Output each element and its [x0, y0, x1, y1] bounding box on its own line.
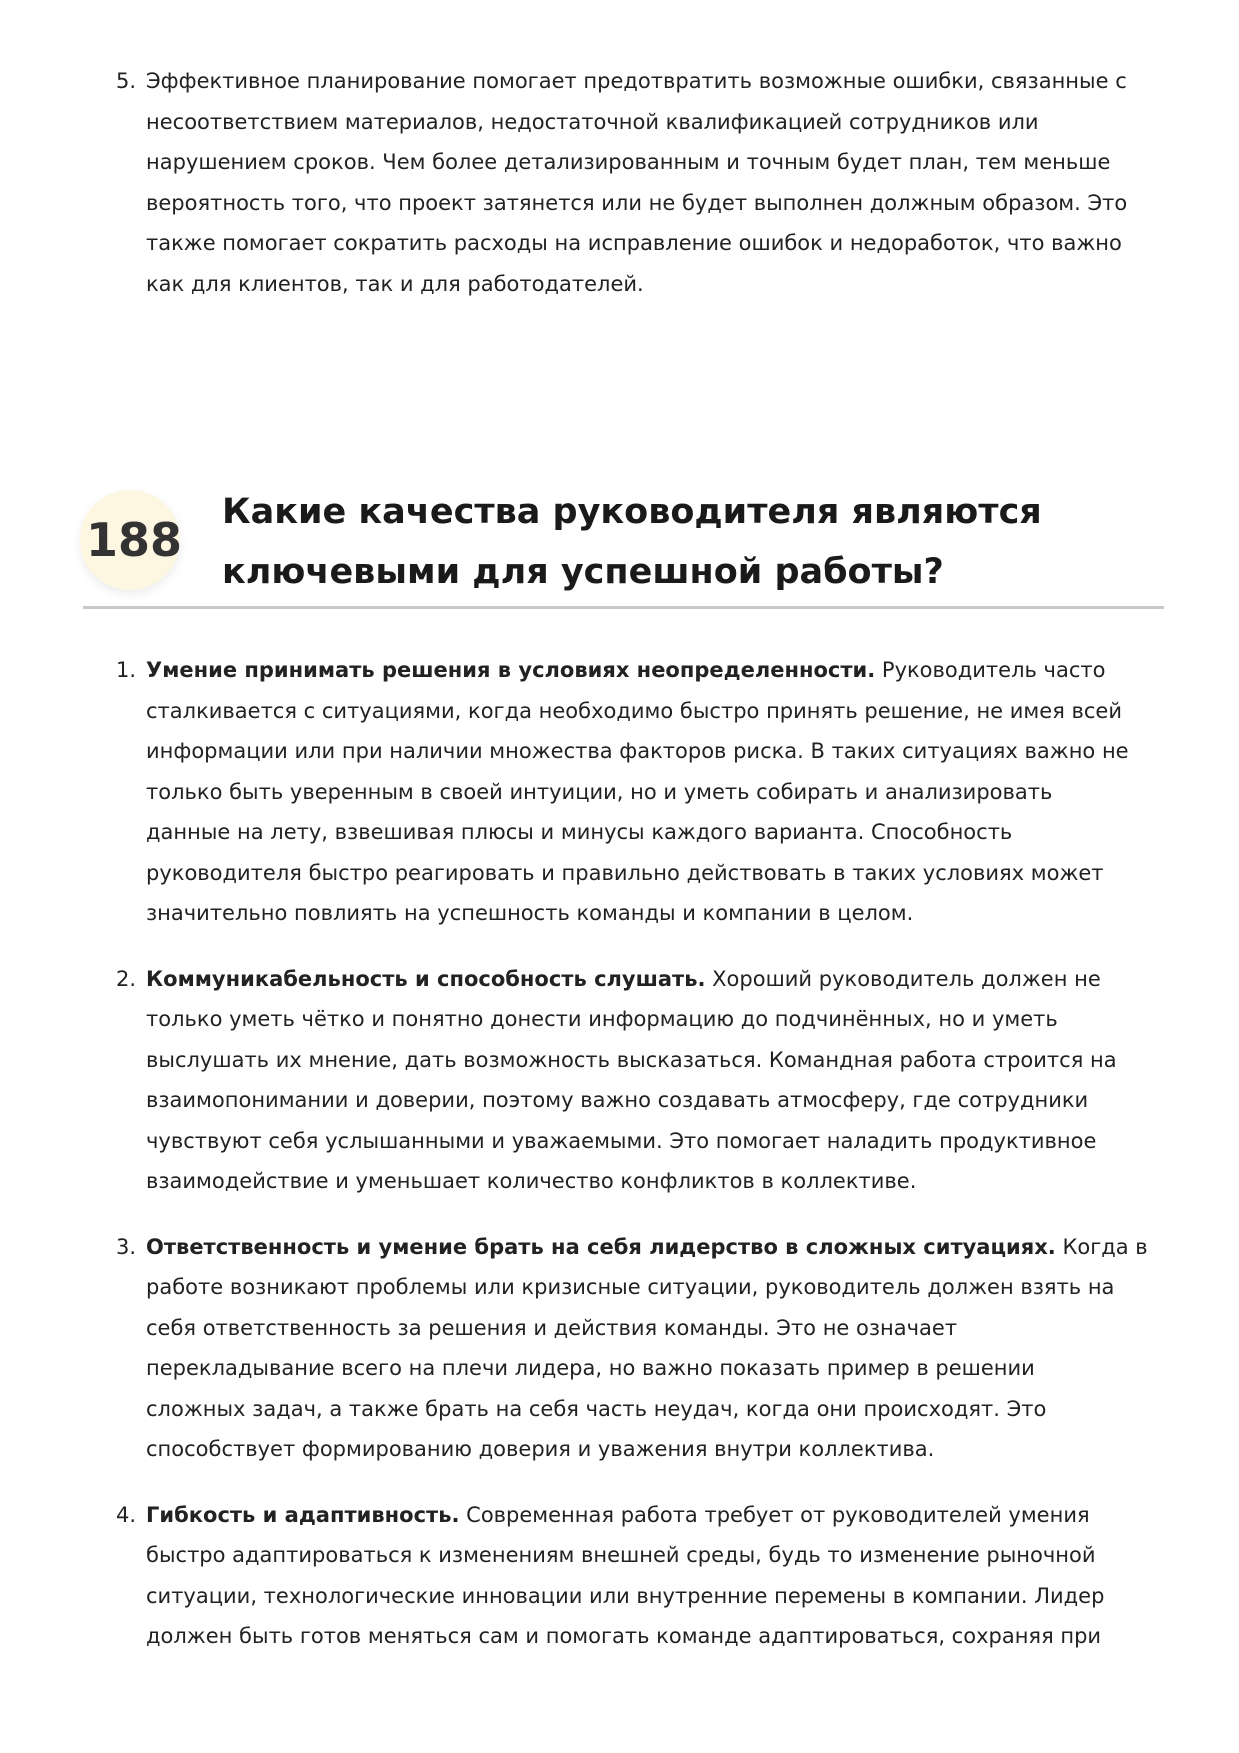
text-line: ситуации, технологические инновации или внутренние перемены в компании. Лидер — [146, 1583, 1105, 1608]
text-line: взаимодействие и уменьшает количество конфликтов в коллективе. — [146, 1169, 917, 1193]
item-lead: Гибкость и адаптивность. — [146, 1502, 460, 1527]
text-line: выслушать их мнение, дать возможность высказаться. Командная работа строится на — [146, 1047, 1117, 1072]
previous-list — [0, 61, 1239, 329]
text-line: значительно повлиять на успешность команды и компании в целом. — [146, 901, 914, 925]
text-line: работе возникают проблемы или кризисные ситуации, руководитель должен взять на — [146, 1275, 1115, 1299]
section-title-line: Какие качества руководителя являются — [222, 492, 1042, 532]
item-text: Современная работа требует от руководителей умения — [459, 1502, 1090, 1527]
text-line: Эффективное планирование помогает предотвратить возможные ошибки, связанные с — [146, 69, 1127, 93]
text-line: только уметь чётко и понятно донести информацию до подчинённых, но и уметь — [146, 1007, 1058, 1031]
text-line: себя ответственность за решения и действия команды. Это не означает — [146, 1315, 958, 1340]
section-number: 188 — [85, 513, 183, 567]
list-number: 2. — [116, 966, 137, 991]
list-item — [0, 1495, 1239, 1657]
text-line: нарушением сроков. Чем более детализированным и точным будет план, тем меньше — [146, 150, 1111, 174]
list-item — [0, 1227, 1239, 1470]
text-line: сталкивается с ситуациями, когда необходимо быстро принять решение, не имея всей — [146, 698, 1122, 723]
text-line: вероятность того, что проект затянется или не будет выполнен должным образом. Это — [146, 190, 1128, 215]
text-line: информации или при наличии множества факторов риска. В таких ситуациях важно не — [146, 739, 1129, 763]
list-item — [0, 650, 1239, 934]
item-text: Руководитель часто — [875, 658, 1106, 682]
text-line: чувствуют себя услышанными и уважаемыми. Это помогает наладить продуктивное — [146, 1128, 1097, 1153]
list-number: 5. — [116, 69, 137, 93]
item-lead: Коммуникабельность и способность слушать. — [146, 966, 706, 991]
qualities-list — [0, 650, 1239, 1682]
text-line: взаимопонимании и доверии, поэтому важно создавать атмосферу, где сотрудники — [146, 1088, 1089, 1112]
item-lead: Умение принимать решения в условиях неопределенности. — [146, 658, 876, 682]
text-line — [146, 1227, 1239, 1268]
list-number: 4. — [116, 1502, 137, 1527]
text-line — [146, 959, 1239, 1000]
text-line: как для клиентов, так и для работодателей. — [146, 271, 644, 296]
list-item — [0, 959, 1239, 1202]
item-lead: Ответственность и умение брать на себя лидерство в сложных ситуациях. — [146, 1234, 1056, 1259]
text-line: также помогает сократить расходы на исправление ошибок и недоработок, что важно — [146, 231, 1122, 255]
list-item — [0, 61, 1239, 304]
text-line: быстро адаптироваться к изменениям внешней среды, будь то изменение рыночной — [146, 1543, 1096, 1567]
text-line: должен быть готов меняться сам и помогать команде адаптироваться, сохраняя при — [146, 1624, 1102, 1648]
text-line: несоответствием материалов, недостаточной квалификацией сотрудников или — [146, 109, 1039, 134]
item-text: Хороший руководитель должен не — [705, 966, 1101, 991]
text-line — [146, 650, 1239, 691]
text-line: сложных задач, а также брать на себя часть неудач, когда они происходят. Это — [146, 1396, 1047, 1421]
section-divider — [83, 606, 1164, 609]
section-title-line: ключевыми для успешной работы? — [222, 552, 944, 592]
list-number: 1. — [116, 658, 137, 682]
text-line: перекладывание всего на плечи лидера, но важно показать пример в решении — [146, 1356, 1035, 1380]
text-line: только быть уверенным в своей интуиции, но и уметь собирать и анализировать — [146, 779, 1053, 804]
text-line — [146, 1495, 1239, 1536]
item-text: Когда в — [1055, 1234, 1148, 1259]
text-line: данные на лету, взвешивая плюсы и минусы каждого варианта. Способность — [146, 820, 1013, 844]
list-number: 3. — [116, 1234, 137, 1259]
text-line: руководителя быстро реагировать и правильно действовать в таких условиях может — [146, 860, 1104, 885]
text-line: способствует формированию доверия и уважения внутри коллектива. — [146, 1437, 935, 1461]
section-title — [222, 482, 1042, 602]
